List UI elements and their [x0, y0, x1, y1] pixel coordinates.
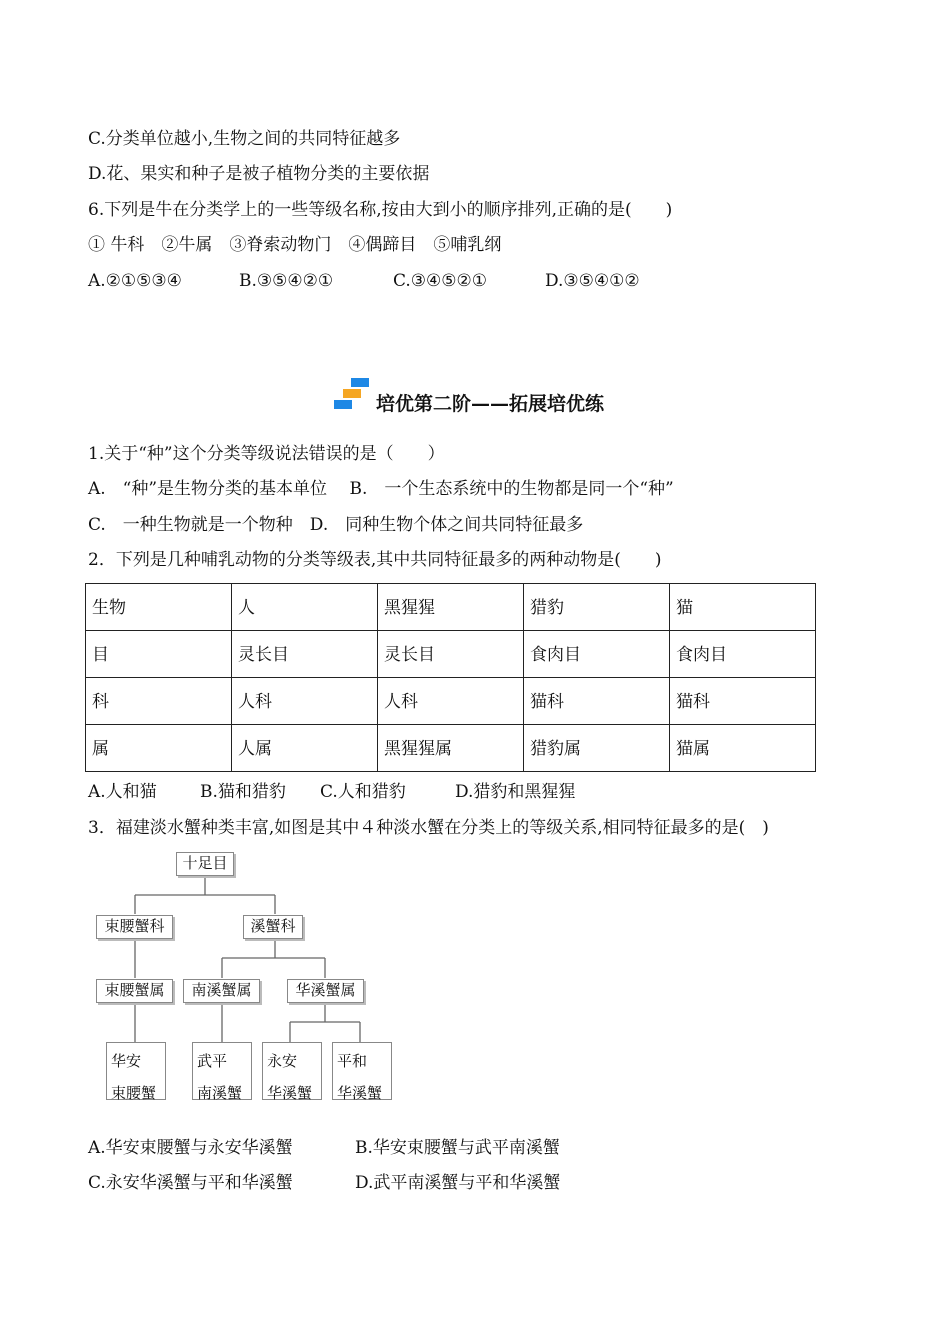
table-cell: 猎豹 — [524, 584, 670, 631]
table-cell: 猫科 — [524, 678, 670, 725]
question-6-stem: 6.下列是牛在分类学上的一些等级名称,按由大到小的顺序排列,正确的是( ) — [88, 200, 673, 220]
classification-table — [85, 583, 816, 772]
table-cell: 猫属 — [670, 725, 816, 772]
table-row — [86, 725, 816, 772]
tree-genus-3: 华溪蟹属 — [287, 979, 364, 1003]
table-cell: 人科 — [378, 678, 524, 725]
table-cell: 灵长目 — [232, 631, 378, 678]
question-3-stem: 3．福建淡水蟹种类丰富,如图是其中４种淡水蟹在分类上的等级关系,相同特征最多的是( ) — [88, 818, 769, 838]
table-cell: 人属 — [232, 725, 378, 772]
option-d-line: D.花、果实和种子是被子植物分类的主要依据 — [88, 164, 430, 184]
q3-option-a[interactable]: A.华安束腰蟹与永安华溪蟹 — [88, 1138, 293, 1158]
table-cell: 灵长目 — [378, 631, 524, 678]
question-2-stem: 2．下列是几种哺乳动物的分类等级表,其中共同特征最多的两种动物是( ) — [88, 550, 662, 570]
table-cell: 黑猩猩 — [378, 584, 524, 631]
table-cell: 食肉目 — [670, 631, 816, 678]
section-title: 培优第二阶——拓展培优练 — [376, 393, 605, 415]
table-cell: 猎豹属 — [524, 725, 670, 772]
tree-species-4: 平和 华溪蟹 — [332, 1042, 392, 1100]
table-cell: 黑猩猩属 — [378, 725, 524, 772]
tree-genus-2: 南溪蟹属 — [183, 979, 260, 1003]
tree-species-1: 华安 束腰蟹 — [106, 1042, 166, 1100]
q6-option-a[interactable]: A.②①⑤③④ — [88, 271, 182, 291]
table-row — [86, 631, 816, 678]
q3-option-c[interactable]: C.永安华溪蟹与平和华溪蟹 — [88, 1173, 293, 1193]
table-cell: 人 — [232, 584, 378, 631]
table-cell: 属 — [86, 725, 232, 772]
tree-genus-1: 束腰蟹属 — [96, 979, 173, 1003]
q2-option-c[interactable]: C.人和猎豹 — [320, 782, 406, 802]
question-1-options-cd[interactable]: C. 一种生物就是一个物种 D. 同种生物个体之间共同特征最多 — [88, 515, 584, 535]
tree-family-2: 溪蟹科 — [243, 915, 303, 939]
table-cell: 猫科 — [670, 678, 816, 725]
table-cell: 科 — [86, 678, 232, 725]
q6-option-b[interactable]: B.③⑤④②① — [239, 271, 334, 291]
option-c-line: C.分类单位越小,生物之间的共同特征越多 — [88, 129, 401, 149]
table-cell: 生物 — [86, 584, 232, 631]
tree-species-2: 武平 南溪蟹 — [192, 1042, 252, 1100]
tree-family-1: 束腰蟹科 — [96, 915, 173, 939]
tree-species-3: 永安 华溪蟹 — [262, 1042, 322, 1100]
table-cell: 食肉目 — [524, 631, 670, 678]
q6-option-c[interactable]: C.③④⑤②① — [393, 271, 488, 291]
section-logo-icon — [334, 378, 374, 410]
q3-option-d[interactable]: D.武平南溪蟹与平和华溪蟹 — [355, 1173, 561, 1193]
q2-option-a[interactable]: A.人和猫 — [88, 782, 157, 802]
table-row — [86, 678, 816, 725]
q2-option-d[interactable]: D.猎豹和黑猩猩 — [455, 782, 576, 802]
q3-option-b[interactable]: B.华安束腰蟹与武平南溪蟹 — [355, 1138, 560, 1158]
table-cell: 目 — [86, 631, 232, 678]
question-1-stem: 1.关于“种”这个分类等级说法错误的是（ ） — [88, 444, 445, 464]
question-1-options-ab[interactable]: A. “种”是生物分类的基本单位 B. 一个生态系统中的生物都是同一个“种” — [88, 479, 674, 499]
table-row — [86, 584, 816, 631]
tree-root-order: 十足目 — [176, 852, 234, 876]
table-cell: 人科 — [232, 678, 378, 725]
q2-option-b[interactable]: B.猫和猎豹 — [200, 782, 286, 802]
q6-option-d[interactable]: D.③⑤④①② — [545, 271, 640, 291]
table-cell: 猫 — [670, 584, 816, 631]
question-6-items: ① 牛科 ②牛属 ③脊索动物门 ④偶蹄目 ⑤哺乳纲 — [88, 235, 502, 255]
